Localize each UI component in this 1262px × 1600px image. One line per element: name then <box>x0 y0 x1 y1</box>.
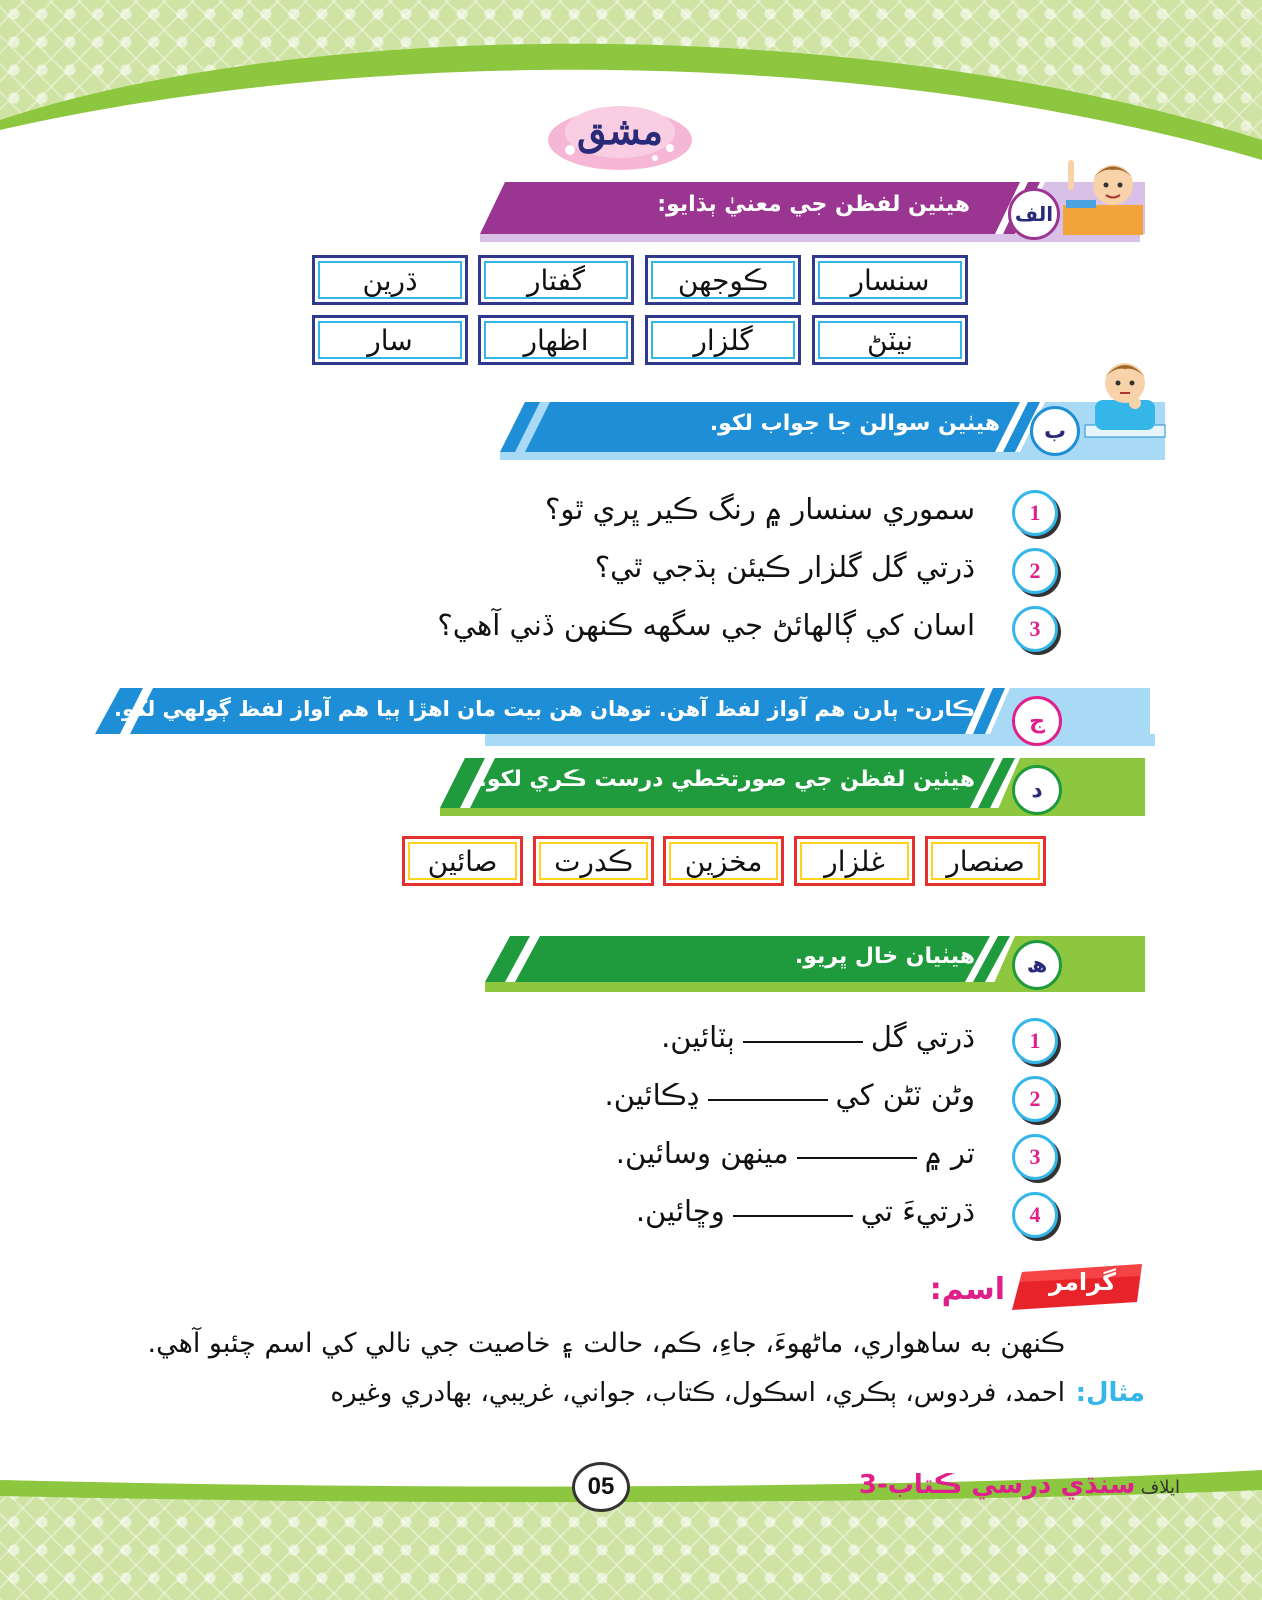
grammar-definition: ڪنهن به ساهواري، ماڻهوءَ، جاءِ، ڪم، حالت ۽ خاصيت جي نالي کي اسم چئبو آهي. <box>147 1328 1065 1359</box>
book-prefix: ايلاف <box>1140 1477 1180 1498</box>
fill-blank-number: 2 <box>1012 1076 1058 1122</box>
blank-line[interactable] <box>708 1093 828 1101</box>
question-text: اسان کي ڳالهائڻ جي سگهه ڪنهن ڏني آهي؟ <box>437 608 975 642</box>
question-number: 2 <box>1012 548 1058 594</box>
section-he-badge: ھ <box>1012 940 1062 990</box>
fill-blank-after: ٻٽائين. <box>661 1020 735 1054</box>
blank-line[interactable] <box>797 1151 917 1159</box>
fill-blank-sentence <box>420 1194 975 1228</box>
word-box: گفتار <box>478 255 634 305</box>
word-box: نيٽڻ <box>812 315 968 365</box>
question-text: سموري سنسار ۾ رنگ ڪير ڀري ٿو؟ <box>545 492 975 526</box>
blank-line[interactable] <box>743 1035 863 1043</box>
example-label: مثال: <box>1075 1378 1145 1408</box>
grammar-heading: اسم: <box>929 1272 1005 1307</box>
fill-blank-number: 4 <box>1012 1192 1058 1238</box>
word-box: گلزار <box>645 315 801 365</box>
misspelled-word-box: غلزار <box>794 836 915 886</box>
fill-blank-sentence <box>420 1020 975 1054</box>
example-list: احمد، فردوس، ٻڪري، اسڪول، ڪتاب، جواني، غريبي، بهادري وغيره <box>330 1378 1065 1408</box>
fill-blank-before: وڻن ٽڻن کي <box>835 1078 975 1112</box>
question-number: 3 <box>1012 606 1058 652</box>
fill-blank-sentence <box>420 1136 975 1170</box>
boy-pointing-icon <box>1058 150 1148 240</box>
section-jeem-badge: ج <box>1012 696 1062 746</box>
misspelled-word-box: مخزين <box>663 836 784 886</box>
fill-blank-after: مينهن وسائين. <box>615 1136 789 1170</box>
fill-blank-before: ڌرتي گل <box>870 1020 975 1054</box>
word-box: ڌرين <box>312 255 468 305</box>
question-number: 1 <box>1012 490 1058 536</box>
word-box: سنسار <box>812 255 968 305</box>
fill-blank-number: 1 <box>1012 1018 1058 1064</box>
fill-blank-sentence <box>420 1078 975 1112</box>
misspelled-word-box: ڪدرت <box>533 836 654 886</box>
book-title-line <box>858 1470 1180 1500</box>
fill-blank-after: ڍڪائين. <box>604 1078 700 1112</box>
fill-blank-before: ڌرتيءَ تي <box>860 1194 975 1228</box>
word-box: ڪوجهن <box>645 255 801 305</box>
section-be-badge: ب <box>1030 406 1080 456</box>
section-dal-badge: د <box>1012 765 1062 815</box>
section-he-instruction: هيٺيان خال ڀريو. <box>794 944 975 969</box>
fill-blank-number: 3 <box>1012 1134 1058 1180</box>
section-be-instruction: هيٺين سوالن جا جواب لکو. <box>709 411 1000 436</box>
section-alif-instruction: هيٺين لفظن جي معنيٰ ٻڌايو: <box>657 192 970 217</box>
page-title: مشق <box>577 108 663 153</box>
word-box: سار <box>312 315 468 365</box>
grammar-tag: گرامر <box>1049 1268 1116 1296</box>
fill-blank-before: تر ۾ <box>924 1136 975 1170</box>
section-jeem-instruction: ڪارن- ٻارن هم آواز لفظ آهن. توهان هن بيت مان اهڙا ٻيا هم آواز لفظ ڳولهي لکو. <box>113 697 975 721</box>
section-alif-badge: الف <box>1008 188 1060 240</box>
section-dal-instruction: هيٺين لفظن جي صورتخطي درست ڪري لکو. <box>478 767 975 792</box>
blank-line[interactable] <box>733 1209 853 1217</box>
question-text: ڌرتي گل گلزار ڪيئن ٻڌجي ٿي؟ <box>594 550 975 584</box>
fill-blank-after: وڇائين. <box>635 1194 725 1228</box>
book-title: سنڌي درسي ڪتاب-3 <box>858 1470 1136 1500</box>
boy-thinking-icon <box>1080 345 1170 445</box>
misspelled-word-box: صائين <box>402 836 523 886</box>
page-number: 05 <box>572 1462 630 1512</box>
misspelled-word-box: صنصار <box>925 836 1046 886</box>
word-box: اظهار <box>478 315 634 365</box>
